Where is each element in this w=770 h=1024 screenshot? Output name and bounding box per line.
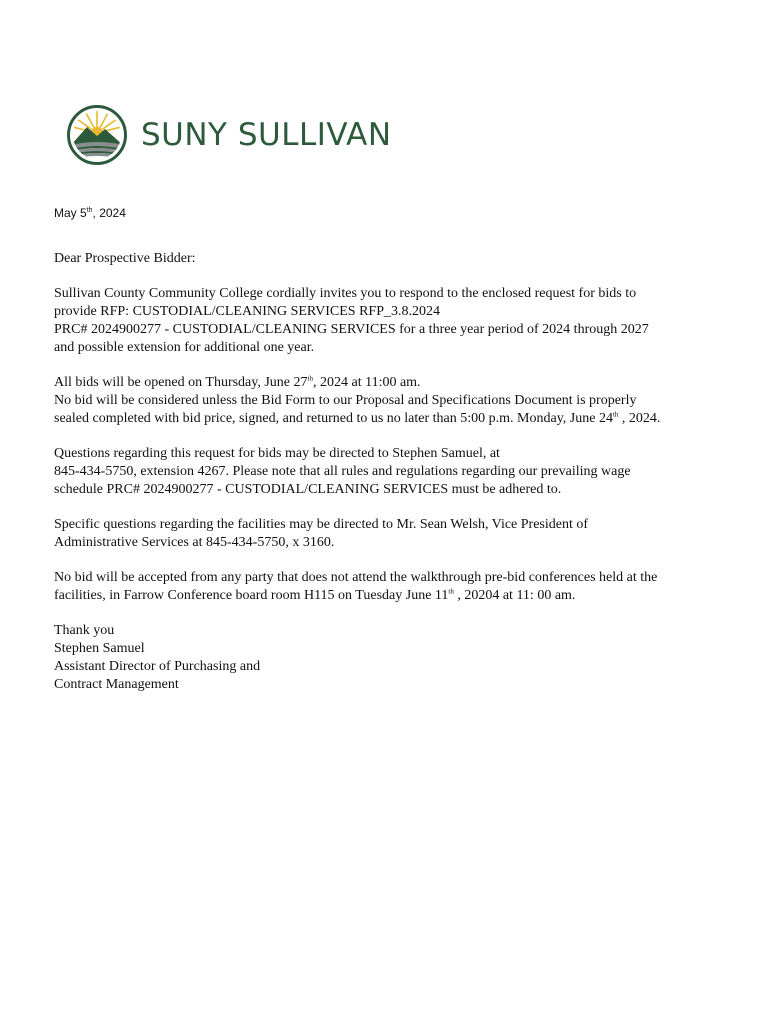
signature-block [54, 622, 734, 694]
paragraph-facilities: Specific questions regarding the facilities may be directed to Mr. Sean Welsh, Vice President of Administrative Services at 845-434-5750, x 3160. [54, 517, 589, 550]
suny-sullivan-emblem-icon [67, 105, 127, 165]
closing: Thank you [54, 623, 115, 638]
signer-title: Assistant Director of Purchasing and [54, 659, 261, 674]
paragraph-questions: Questions regarding this request for bids may be directed to Stephen Samuel, at 845-434-5750, extension 4267. Please note that all rules and regulations regarding our prevailing wage schedule PRC# 2024900277 - CUSTODIAL/CLEANING SERVICES must be adhered to. [54, 446, 631, 497]
signer-title-cont: Contract Management [54, 677, 179, 692]
logo-wordmark: SUNY SULLIVAN [141, 116, 392, 153]
letter-body [54, 250, 734, 711]
paragraph-walkthrough: No bid will be accepted from any party that does not attend the walkthrough pre-bid conferences held at the facilities, in Farrow Conference board room H115 on Tuesday June 11th , 20204 at 11: 00 am. [54, 570, 658, 603]
paragraph-bid-opening: All bids will be opened on Thursday, June 27th, 2024 at 11:00 am. No bid will be considered unless the Bid Form to our Proposal and Specifications Document is properly sealed completed with bid price, signed, and returned to us no later than 5:00 p.m. Monday, June 24th , 2024. [54, 374, 661, 426]
salutation: Dear Prospective Bidder: [54, 251, 196, 266]
letter-date: May 5th, 2024 [54, 206, 126, 220]
suny-sullivan-logo [67, 105, 392, 165]
paragraph-invitation: Sullivan County Community College cordially invites you to respond to the enclosed request for bids to provide RFP: CUSTODIAL/CLEANING SERVICES RFP_3.8.2024 PRC# 2024900277 - CUSTODIAL/CLEANING SERVICES for a three year period of 2024 through 2027 and possible extension for additional one year. [54, 286, 649, 355]
signer-name: Stephen Samuel [54, 641, 145, 656]
